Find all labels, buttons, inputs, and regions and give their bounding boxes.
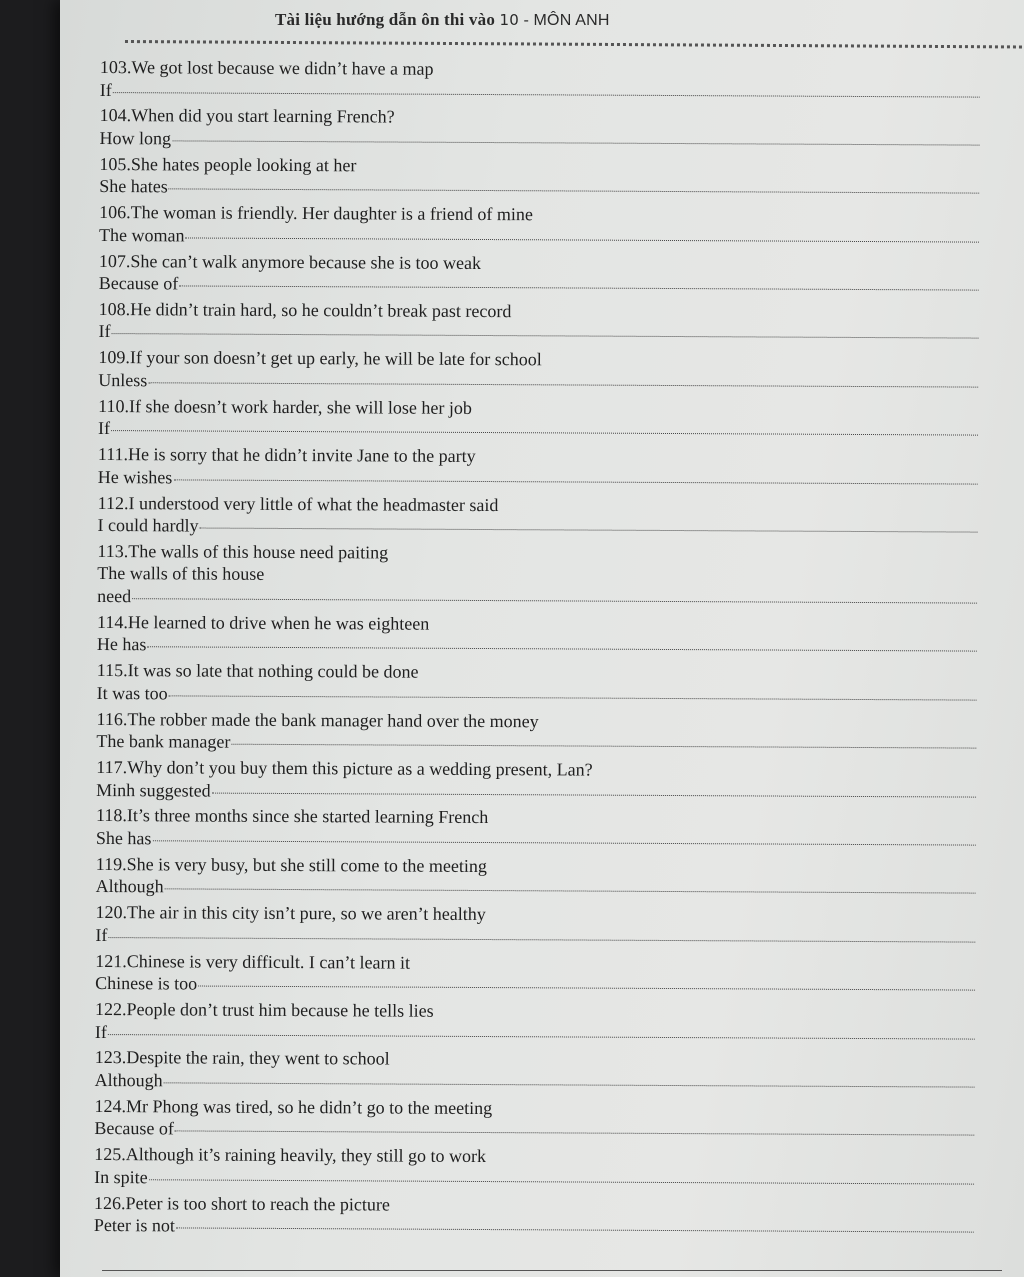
answer-stem: If [97,418,111,439]
exercise-question: 116.The robber made the bank manager hand over the money [96,708,539,731]
exercise-item [98,443,978,496]
answer-blank[interactable] [186,236,980,242]
exercise-question: 115.It was so late that nothing could be done [96,660,419,682]
exercise-question: 119.She is very busy, but she still come to the meeting [95,853,487,876]
answer-blank[interactable] [179,284,979,290]
exercise-list [94,56,980,1245]
exercise-question: 103.We got lost because we didn’t have a map [99,56,434,79]
answer-blank[interactable] [173,478,977,484]
exercise-question: 120.The air in this city isn’t pure, so we aren’t healthy [95,902,486,925]
exercise-item [98,346,978,399]
exercise-item [99,250,979,303]
exercise-item [97,540,977,616]
answer-blank[interactable] [112,333,979,340]
answer-stem: Although [94,1069,163,1091]
answer-blank[interactable] [172,139,979,145]
header-separator: - [523,11,530,29]
header-divider [125,40,1024,49]
header-grade: 10 [499,11,519,29]
answer-line [94,1117,974,1144]
exercise-question: 121.Chinese is very difficult. I can’t learn it [95,950,411,973]
answer-line [96,875,976,902]
answer-stem: If [95,924,108,945]
worksheet-page [60,0,1024,1277]
exercise-question: 124.Mr Phong was tired, so he didn’t go to the meeting [94,1095,493,1118]
answer-blank[interactable] [198,985,975,991]
answer-line [100,78,980,105]
answer-stem: Because of [94,1118,174,1139]
answer-stem: Minh suggested [96,779,211,801]
exercise-item [95,950,975,1003]
answer-stem: The woman [99,224,185,246]
answer-line [95,1069,975,1096]
answer-line [97,514,977,541]
footer-divider [102,1270,1002,1271]
exercise-item [98,298,978,351]
answer-blank[interactable] [231,743,976,749]
answer-stem: Although [95,876,164,897]
answer-line [99,175,979,202]
answer-line [97,585,977,612]
answer-stem: If [94,1021,107,1042]
answer-line [94,1214,974,1241]
exercise-question: 112.I understood very little of what the headmaster said [97,492,499,515]
exercise-item [95,1046,975,1099]
answer-line [97,562,977,589]
exercise-question: 110.If she doesn’t work harder, she will lose her job [98,395,472,418]
answer-blank[interactable] [111,429,978,436]
answer-line [96,730,976,757]
answer-line [95,972,975,999]
answer-blank[interactable] [113,91,980,98]
answer-blank[interactable] [176,1227,974,1233]
exercise-item [99,153,979,206]
answer-blank[interactable] [149,1178,974,1184]
exercise-question: 108.He didn’t train hard, so he couldn’t break past record [98,298,512,322]
exercise-item [95,998,975,1051]
exercise-item [96,756,976,809]
answer-blank[interactable] [165,888,976,894]
header-title: Tài liệu hướng dẫn ôn thi vào [275,10,496,29]
exercise-item [94,1192,974,1245]
answer-stem: Chinese is too [95,973,198,994]
exercise-item [97,492,977,545]
exercise-item [100,56,980,109]
answer-line [98,369,978,396]
exercise-question: 113.The walls of this house need paiting [97,540,389,563]
answer-blank[interactable] [169,188,980,194]
exercise-item [97,659,977,712]
exercise-question: 107.She can’t walk anymore because she is too weak [98,250,482,273]
exercise-item [94,1143,974,1196]
answer-line [100,127,980,154]
answer-stem: I could hardly [97,515,199,536]
answer-line [94,1166,974,1193]
page-header [275,10,610,30]
answer-stem: Because of [98,273,179,294]
answer-blank[interactable] [108,936,975,943]
answer-line [97,633,977,660]
answer-line [98,320,978,347]
answer-blank[interactable] [212,791,977,797]
answer-stem: The walls of this house [97,563,265,585]
answer-stem: need [97,585,132,607]
exercise-question: 105.She hates people looking at her [99,153,357,176]
answer-stem: Peter is not [93,1215,175,1236]
exercise-item [96,853,976,906]
answer-line [99,224,979,251]
answer-stem: He wishes [97,466,173,488]
exercise-question: 104.When did you start learning French? [99,105,395,127]
exercise-item [99,201,979,254]
answer-blank[interactable] [169,694,977,700]
exercise-item [99,104,979,157]
answer-stem: It was too [96,682,168,704]
answer-line [95,924,975,951]
exercise-item [94,1095,974,1148]
answer-stem: How long [99,127,172,149]
exercise-item [96,708,976,761]
answer-stem: In spite [94,1166,148,1187]
exercise-question: 106.The woman is friendly. Her daughter is a friend of mine [99,202,533,225]
answer-blank[interactable] [152,839,975,845]
exercise-question: 126.Peter is too short to reach the picture [93,1192,390,1215]
answer-stem: Unless [98,369,148,391]
answer-blank[interactable] [108,1033,975,1040]
answer-line [97,682,977,709]
exercise-question: 118.It’s three months since she started learning French [95,805,489,828]
answer-stem: She has [95,827,152,849]
answer-line [96,779,976,806]
answer-line [95,1021,975,1048]
answer-line [96,827,976,854]
answer-blank[interactable] [164,1081,975,1087]
exercise-item [95,901,975,954]
answer-blank[interactable] [132,597,977,603]
exercise-question: 114.He learned to drive when he was eighteen [96,611,430,634]
answer-line [98,466,978,493]
answer-stem: If [98,321,111,342]
exercise-item [97,611,977,664]
answer-line [99,272,979,299]
exercise-item [96,804,976,857]
answer-blank[interactable] [147,646,977,652]
exercise-question: 125.Although it’s raining heavily, they still go to work [94,1144,487,1167]
exercise-item [98,395,978,448]
exercise-question: 123.Despite the rain, they went to school [94,1047,390,1069]
answer-line [98,417,978,444]
answer-stem: If [99,79,112,100]
answer-stem: She hates [99,176,168,197]
answer-blank[interactable] [175,1130,975,1136]
exercise-question: 109.If your son doesn’t get up early, he will be late for school [98,347,542,370]
header-subject: MÔN ANH [533,12,610,29]
exercise-question: 117.Why don’t you buy them this picture as a wedding present, Lan? [96,757,593,780]
exercise-question: 111.He is sorry that he didn’t invite Jane to the party [97,444,476,467]
answer-stem: He has [96,634,147,655]
answer-blank[interactable] [148,381,978,387]
answer-stem: The bank manager [96,731,231,752]
exercise-question: 122.People don’t trust him because he tells lies [94,999,434,1021]
answer-blank[interactable] [199,527,977,533]
